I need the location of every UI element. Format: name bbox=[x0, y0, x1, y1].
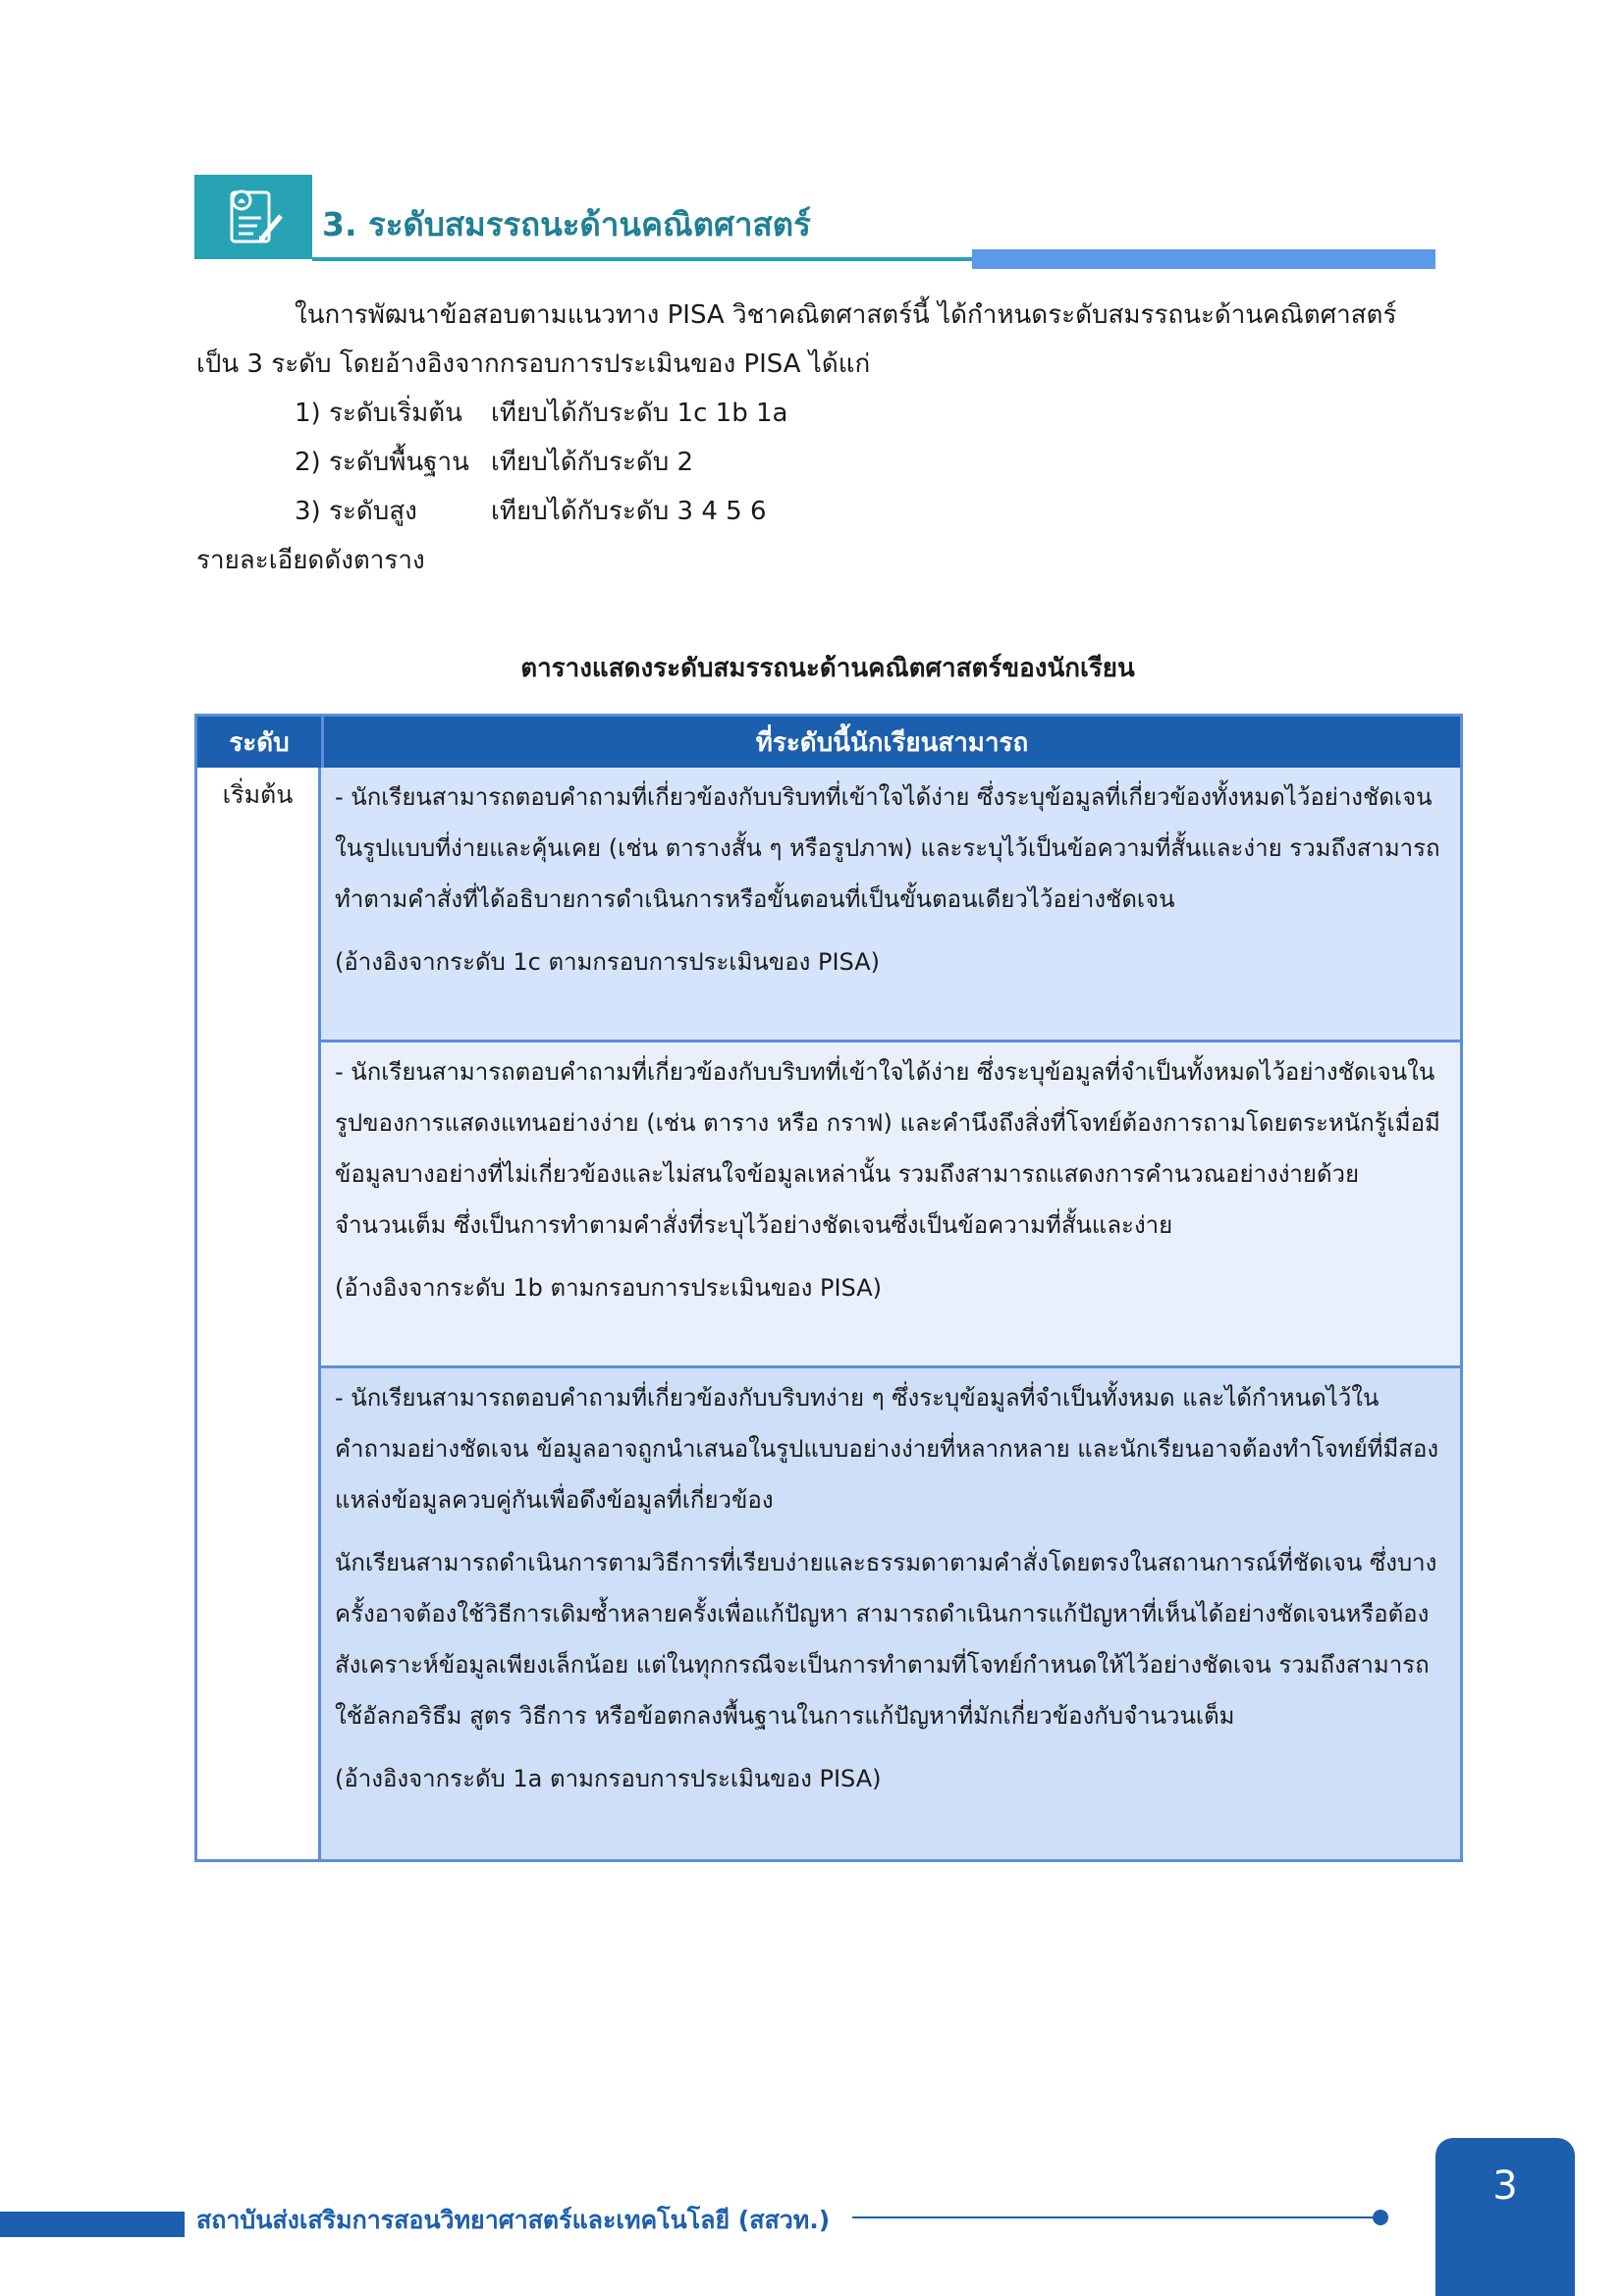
level-name: 1) ระดับเริ่มต้น bbox=[295, 399, 462, 428]
level-label: เริ่มต้น bbox=[222, 780, 294, 809]
row-reference: (อ้างอิงจากระดับ 1a ตามกรอบการประเมินของ PISA) bbox=[335, 1765, 882, 1792]
level-cell bbox=[197, 768, 321, 1859]
row-description: นักเรียนสามารถดำเนินการตามวิธีการที่เรียบง่ายและธรรมดาตามคำสั่งโดยตรงในสถานการณ์ที่ชัดเจน ซึ่งบางครั้งอาจต้องใช้วิธีการเดิมซ้ำหลายครั้งเพื่อแก้ปัญหา สามารถดำเนินการแก้ปัญหาที่เห็นได้อย่างชัดเจนหรือต้องสังเคราะห์ข้อมูลเพียงเล็กน้อย แต่ในทุกกรณีจะเป็นการทำตามที่โจทย์กำหนดให้ไว้อย่างชัดเจน รวมถึงสามารถใช้อัลกอริธึม สูตร วิธีการ หรือข้อตกลงพื้นฐานในการแก้ปัญหาที่มักเกี่ยวข้องกับจำนวนเต็ม bbox=[335, 1549, 1437, 1730]
table-caption: ตารางแสดงระดับสมรรถนะด้านคณิตศาสตร์ของนักเรียน bbox=[520, 654, 1135, 683]
footer-dot bbox=[1373, 2210, 1388, 2225]
header-level: ระดับ bbox=[229, 727, 290, 758]
table-header-row bbox=[197, 717, 1460, 768]
row-reference: (อ้างอิงจากระดับ 1c ตามกรอบการประเมินของ PISA) bbox=[335, 948, 880, 976]
level-item bbox=[196, 487, 1437, 536]
table-row bbox=[321, 1042, 1460, 1368]
intro-closing: รายละเอียดดังตาราง bbox=[196, 546, 425, 575]
row-description: - นักเรียนสามารถตอบคำถามที่เกี่ยวข้องกับบริบทที่เข้าใจได้ง่าย ซึ่งระบุข้อมูลที่จำเป็นทั้งหมดไว้อย่างชัดเจนในรูปของการแสดงแทนอย่างง่าย (เช่น ตาราง หรือ กราฟ) และคำนึงถึงสิ่งที่โจทย์ต้องการถามโดยตระหนักรู้เมื่อมีข้อมูลบางอย่างที่ไม่เกี่ยวข้องและไม่สนใจข้อมูลเหล่านั้น รวมถึงสามารถแสดงการคำนวณอย่างง่ายด้วยจำนวนเต็ม ซึ่งเป็นการทำตามคำสั่งที่ระบุไว้อย่างชัดเจนซึ่งเป็นข้อความที่สั้นและง่าย bbox=[335, 1058, 1440, 1239]
table-row bbox=[321, 768, 1460, 1042]
competency-table bbox=[194, 714, 1463, 1862]
row-description: - นักเรียนสามารถตอบคำถามที่เกี่ยวข้องกับบริบทที่เข้าใจได้ง่าย ซึ่งระบุข้อมูลที่เกี่ยวข้องทั้งหมดไว้อย่างชัดเจนในรูปแบบที่ง่ายและคุ้นเคย (เช่น ตารางสั้น ๆ หรือรูปภาพ) และระบุไว้เป็นข้อความที่สั้นและง่าย รวมถึงสามารถทำตามคำสั่งที่ได้อธิบายการดำเนินการหรือขั้นตอนที่เป็นขั้นตอนเดียวไว้อย่างชัดเจน bbox=[335, 783, 1440, 913]
section-title: 3. ระดับสมรรถนะด้านคณิตศาสตร์ bbox=[322, 205, 811, 243]
footer-bar bbox=[0, 2212, 185, 2237]
level-item bbox=[196, 438, 1437, 487]
intro-text bbox=[196, 291, 1437, 585]
footer-rule bbox=[852, 2216, 1382, 2218]
level-equiv: เทียบได้กับระดับ 2 bbox=[491, 448, 694, 477]
footer-institution: สถาบันส่งเสริมการสอนวิทยาศาสตร์และเทคโนโลยี (สสวท.) bbox=[196, 2206, 831, 2234]
intro-line-1: ในการพัฒนาข้อสอบตามแนวทาง PISA วิชาคณิตศาสตร์นี้ ได้กำหนดระดับสมรรถนะด้านคณิตศาสตร์ bbox=[295, 300, 1397, 330]
title-accent-bar bbox=[972, 249, 1435, 269]
table-row bbox=[321, 1368, 1460, 1859]
level-name: 2) ระดับพื้นฐาน bbox=[295, 448, 469, 477]
page-number: 3 bbox=[1492, 2163, 1518, 2209]
row-reference: (อ้างอิงจากระดับ 1b ตามกรอบการประเมินของ PISA) bbox=[335, 1274, 883, 1302]
document-bell-pencil-icon bbox=[194, 175, 312, 259]
row-description: - นักเรียนสามารถตอบคำถามที่เกี่ยวข้องกับบริบทง่าย ๆ ซึ่งระบุข้อมูลที่จำเป็นทั้งหมด และได้กำหนดไว้ในคำถามอย่างชัดเจน ข้อมูลอาจถูกนำเสนอในรูปแบบอย่างง่ายที่หลากหลาย และนักเรียนอาจต้องทำโจทย์ที่มีสองแหล่งข้อมูลควบคู่กันเพื่อดึงข้อมูลที่เกี่ยวข้อง bbox=[335, 1384, 1439, 1514]
section-header bbox=[194, 175, 1435, 269]
header-description: ที่ระดับนี้นักเรียนสามารถ bbox=[321, 717, 1460, 768]
level-equiv: เทียบได้กับระดับ 1c 1b 1a bbox=[491, 399, 788, 428]
intro-line-2: เป็น 3 ระดับ โดยอ้างอิงจากกรอบการประเมินของ PISA ได้แก่ bbox=[196, 349, 871, 379]
level-item bbox=[196, 389, 1437, 438]
level-name: 3) ระดับสูง bbox=[295, 497, 417, 526]
page-number-box bbox=[1435, 2138, 1575, 2296]
level-equiv: เทียบได้กับระดับ 3 4 5 6 bbox=[491, 497, 767, 526]
